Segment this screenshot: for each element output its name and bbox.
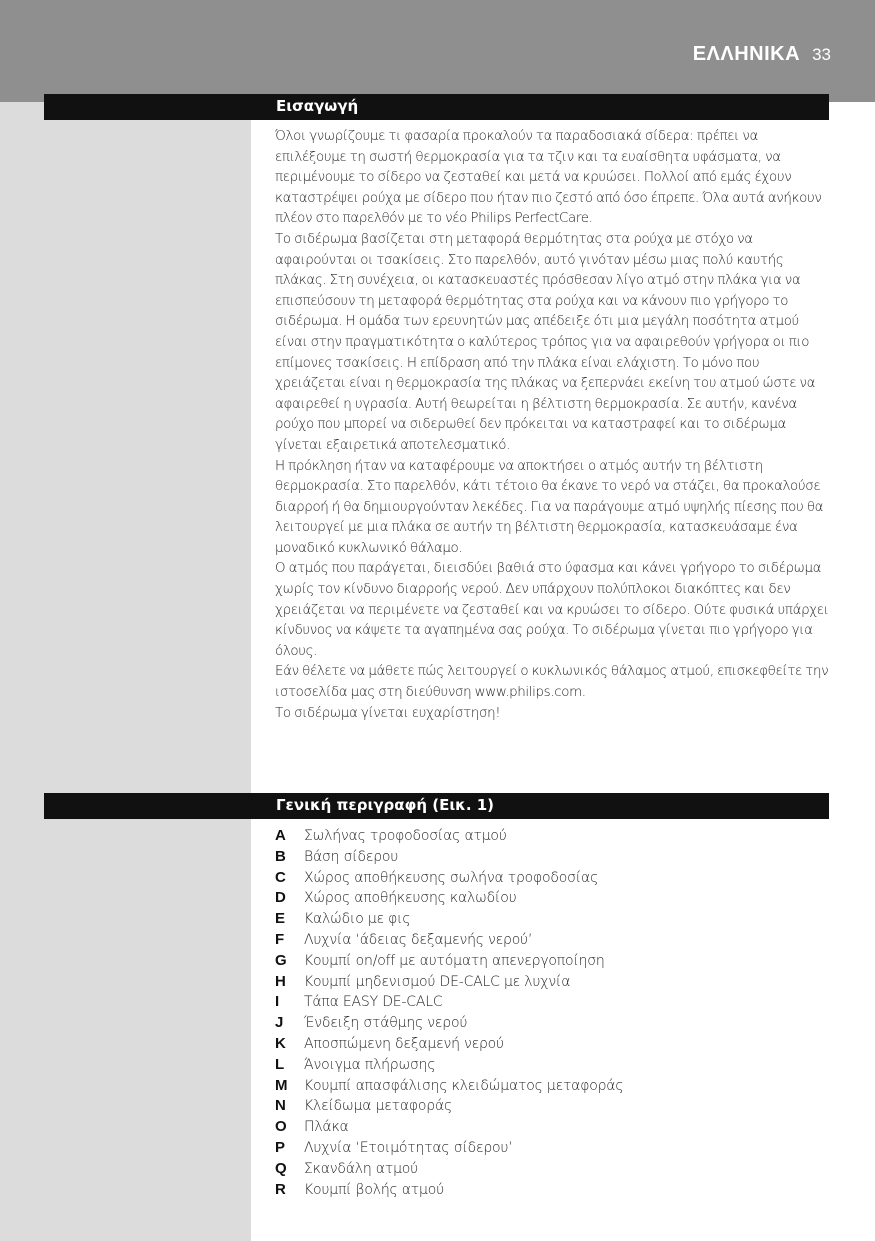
part-description: Κουμπί βολής ατμού (304, 1181, 445, 1198)
part-description: Άνοιγμα πλήρωσης (304, 1056, 436, 1073)
section-header-general (44, 793, 829, 819)
part-letter: M (275, 1076, 288, 1094)
list-item (275, 930, 831, 951)
part-letter: H (275, 972, 286, 990)
list-item (275, 1117, 831, 1138)
part-description: Ένδειξη στάθμης νερού (304, 1015, 468, 1032)
intro-paragraph: Το σιδέρωμα γίνεται ευχαρίστηση! (275, 705, 501, 721)
list-item (275, 1138, 831, 1159)
part-letter: C (275, 868, 286, 886)
section-title-general: Γενική περιγραφή (Εικ. 1) (276, 796, 495, 814)
list-item (275, 1055, 831, 1076)
parts-list (275, 826, 831, 1200)
list-item (275, 888, 831, 909)
list-item (275, 1159, 831, 1180)
part-letter: P (275, 1138, 286, 1156)
intro-paragraph: Το σιδέρωμα βασίζεται στη μεταφορά θερμότητας στα ρούχα με στόχο να αφαιρούνται οι τσακίσεις. Στο παρελθόν, αυτό γινόταν μέσω μιας πολύ καυτής πλάκας. Στη συνέχεια, οι κατασκευαστές πρόσθεσαν λίγο ατμό στην πλάκα για να επισπεύσουν τη μεταφορά θερμότητας στα ρούχα και να κάνουν πιο γρήγορο το σιδέρωμα. Η ομάδα των ερευνητών μας απέδειξε ότι μια μεγάλη ποσότητα ατμού είναι στην πραγματικότητα ο καλύτερος τρόπος για να αφαιρεθούν γρήγορα οι πιο επίμονες τσακίσεις. Η επίδραση από την πλάκα είναι ελάχιστη. Το μόνο που χρειάζεται είναι η θερμοκρασία της πλάκας να ξεπερνάει εκείνη του ατμού ώστε να αφαιρεθεί η υγρασία. Αυτή θεωρείται η βέλτιστη θερμοκρασία. Σε αυτήν, κανένα ρούχο που μπορεί να σιδερωθεί δεν πρόκειται να καταστραφεί και το σιδέρωμα γίνεται εξαιρετικά αποτελεσματικό. (275, 231, 816, 453)
part-description: Χώρος αποθήκευσης καλωδίου (304, 890, 517, 907)
list-item (275, 1096, 831, 1117)
part-letter: B (275, 847, 286, 865)
intro-text (275, 127, 831, 724)
part-letter: F (275, 930, 285, 948)
list-item (275, 847, 831, 868)
part-description: Χώρος αποθήκευσης σωλήνα τροφοδοσίας (304, 869, 599, 886)
part-letter: Q (275, 1159, 287, 1177)
part-letter: A (275, 827, 286, 844)
part-description: Κουμπί μηδενισμού DE-CALC με λυχνία (304, 973, 571, 990)
part-letter: O (275, 1118, 287, 1136)
left-margin-band (0, 102, 251, 1241)
part-letter: R (275, 1180, 286, 1198)
part-description: Κουμπί on/off με αυτόματη απενεργοποίηση (304, 952, 605, 969)
part-letter: G (275, 951, 287, 969)
list-item (275, 1180, 831, 1201)
intro-paragraph: Ο ατμός που παράγεται, διεισδύει βαθιά στο ύφασμα και κάνει γρήγορο το σιδέρωμα χωρίς τον κίνδυνο διαρροής νερού. Δεν υπάρχουν πολύπλοκοι διακόπτες και δεν χρειάζεται να περιμένετε να ζεσταθεί και να κρυώσει το σίδερο. Ούτε φυσικά υπάρχει κίνδυνος να κάψετε τα αγαπημένα σας ρούχα. Το σιδέρωμα γίνεται πιο γρήγορο για όλους. (275, 561, 829, 659)
part-description: Τάπα EASY DE-CALC (304, 994, 443, 1011)
list-item (275, 868, 831, 889)
list-item (275, 992, 831, 1013)
part-description: Κλείδωμα μεταφοράς (304, 1098, 452, 1115)
intro-paragraph: Όλοι γνωρίζουμε τι φασαρία προκαλούν τα παραδοσιακά σίδερα: πρέπει να επιλέξουμε τη σωστή θερμοκρασία για τα τζιν και τα ευαίσθητα υφάσματα, να περιμένουμε το σίδερο να ζεσταθεί και μετά να κρυώσει. Πολλοί από εμάς έχουν καταστρέψει ρούχα με σίδερο που ήταν πιο ζεστό από όσο έπρεπε. Όλα αυτά ανήκουν πλέον στο παρελθόν με το νέο Philips PerfectCare. (275, 129, 822, 227)
part-letter: E (275, 910, 286, 928)
part-letter: K (275, 1034, 286, 1052)
part-letter: D (275, 889, 286, 907)
part-letter: J (275, 1014, 284, 1032)
section-title-intro: Εισαγωγή (276, 97, 359, 115)
list-item (275, 951, 831, 972)
intro-paragraph: Η πρόκληση ήταν να καταφέρουμε να αποκτήσει ο ατμός αυτήν τη βέλτιστη θερμοκρασία. Στο παρελθόν, κάτι τέτοιο θα έκανε το νερό να στάζει, θα προκαλούσε διαρροή ή θα δημιουργούνταν λεκέδες. Για να παράγουμε ατμό υψηλής πίεσης που θα λειτουργεί με μια πλάκα σε αυτήν τη βέλτιστη θερμοκρασία, κατασκευάσαμε ένα μοναδικό κυκλωνικό θάλαμο. (275, 458, 824, 556)
list-item (275, 1076, 831, 1097)
section-header-intro (44, 94, 829, 120)
part-letter: N (275, 1097, 286, 1115)
page-number: 33 (812, 45, 831, 64)
part-description: Σωλήνας τροφοδοσίας ατμού (304, 828, 507, 844)
part-description: Καλώδιο με φις (304, 911, 411, 928)
part-description: Βάση σίδερου (304, 848, 399, 865)
part-letter: L (275, 1055, 285, 1073)
list-item (275, 1034, 831, 1055)
part-description: Λυχνία ‘άδειας δεξαμενής νερού’ (304, 931, 533, 948)
list-item (275, 972, 831, 993)
list-item (275, 826, 831, 847)
language-label: ΕΛΛΗΝΙΚΑ (692, 43, 801, 65)
part-description: Λυχνία ‘Ετοιμότητας σίδερου’ (304, 1139, 513, 1156)
part-description: Αποσπώμενη δεξαμενή νερού (304, 1035, 504, 1052)
list-item (275, 909, 831, 930)
list-item (275, 1013, 831, 1034)
part-description: Σκανδάλη ατμού (304, 1160, 419, 1177)
part-letter: I (275, 993, 280, 1011)
part-description: Κουμπί απασφάλισης κλειδώματος μεταφοράς (304, 1077, 624, 1094)
intro-paragraph: Εάν θέλετε να μάθετε πώς λειτουργεί ο κυκλωνικός θάλαμος ατμού, επισκεφθείτε την ιστοσελίδα μας στη διεύθυνση www.philips.com. (275, 664, 829, 701)
part-description: Πλάκα (304, 1119, 349, 1136)
page-header (693, 43, 831, 66)
